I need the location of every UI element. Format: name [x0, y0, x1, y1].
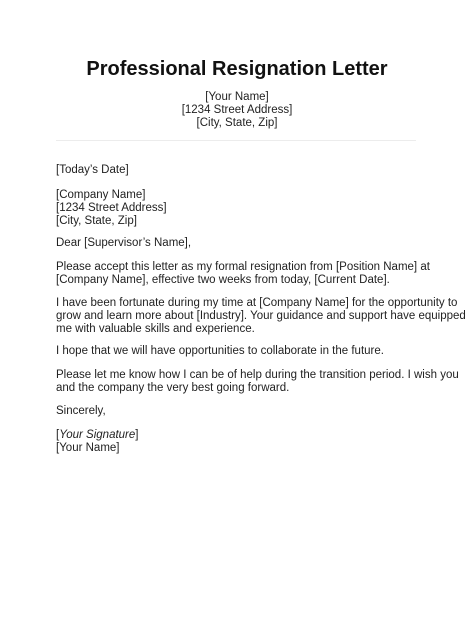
signature-close-bracket: ] [135, 429, 139, 441]
signature-block [56, 429, 426, 455]
signature-name: [Your Name] [56, 442, 120, 454]
paragraph-future [56, 345, 426, 358]
recipient-street: [1234 Street Address] [56, 202, 167, 214]
salutation-text: Dear [Supervisor’s Name], [56, 237, 192, 249]
paragraph-line: me with valuable skills and experience. [56, 323, 255, 335]
signature-placeholder: Your Signature [59, 429, 136, 441]
paragraph-resignation [56, 261, 430, 287]
signature-open-bracket: [ [56, 429, 60, 441]
recipient-company: [Company Name] [56, 189, 146, 201]
letter-date [56, 164, 426, 177]
signature-line [56, 429, 426, 442]
recipient-address-block [56, 189, 426, 228]
sender-city: [City, State, Zip] [196, 117, 278, 129]
paragraph-line: Please accept this letter as my formal resignation from [Position Name] at [56, 261, 430, 273]
paragraph-line: I have been fortunate during my time at [Company Name] for the opportunity to [56, 297, 458, 309]
sender-name: [Your Name] [205, 91, 269, 103]
header-divider [56, 140, 416, 141]
recipient-city: [City, State, Zip] [56, 215, 137, 227]
closing [56, 405, 426, 418]
sender-street: [1234 Street Address] [181, 104, 293, 116]
paragraph-line: and the company the very best going forward. [56, 382, 290, 394]
paragraph-line: [Company Name], effective two weeks from today, [Current Date]. [56, 274, 390, 286]
paragraph-line: grow and learn more about [Industry]. Your guidance and support have equipped [56, 310, 466, 322]
paragraph-gratitude [56, 297, 466, 336]
document-title: Professional Resignation Letter [86, 58, 388, 80]
paragraph-transition [56, 369, 459, 395]
paragraph-line: I hope that we will have opportunities to collaborate in the future. [56, 345, 384, 357]
date-text: [Today’s Date] [56, 164, 129, 176]
paragraph-line: Please let me know how I can be of help during the transition period. I wish you [56, 369, 459, 381]
sender-address-block [0, 91, 474, 130]
closing-text: Sincerely, [56, 405, 106, 417]
salutation [56, 237, 426, 250]
